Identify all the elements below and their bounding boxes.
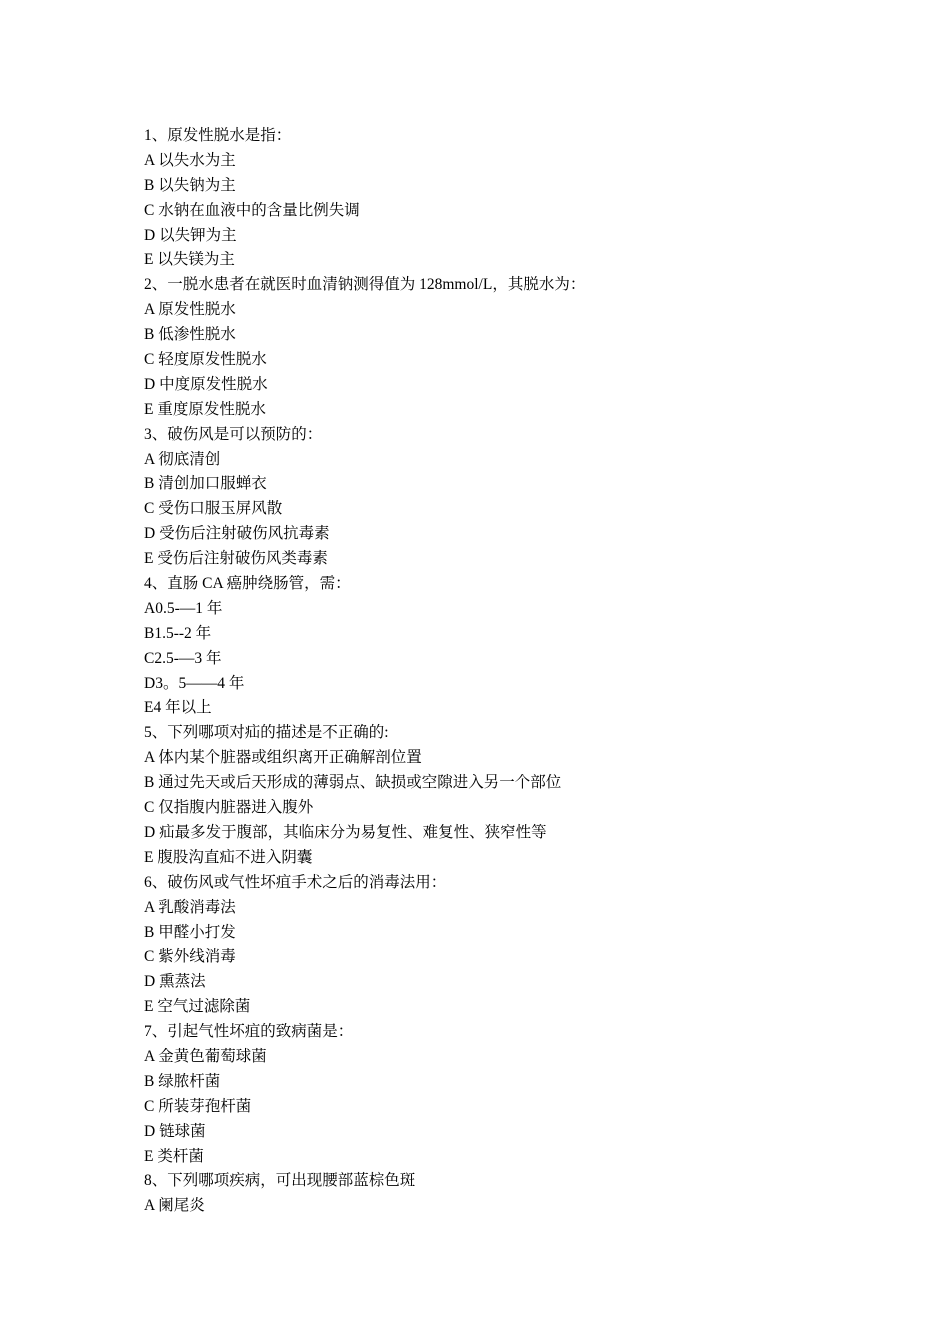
q1-option-b: B 以失钠为主 [144, 176, 236, 194]
q3-option-a: A 彻底清创 [144, 450, 221, 468]
q3-option-d: D 受伤后注射破伤风抗毒素 [144, 525, 330, 543]
q2-option-d: D 中度原发性脱水 [144, 375, 268, 393]
q8-option-a: A 阑尾炎 [144, 1197, 205, 1215]
q1-option-d: D 以失钾为主 [144, 226, 237, 244]
q6-option-e: E 空气过滤除菌 [144, 998, 251, 1016]
q7-option-b: B 绿脓杆菌 [144, 1072, 221, 1090]
q5-option-c: C 仅指腹内脏器进入腹外 [144, 799, 314, 817]
q1-option-c: C 水钠在血液中的含量比例失调 [144, 201, 360, 219]
q7-option-d: D 链球菌 [144, 1122, 206, 1140]
q5-option-b: B 通过先天或后天形成的薄弱点、缺损或空隙进入另一个部位 [144, 774, 562, 792]
q2-option-a: A 原发性脱水 [144, 301, 236, 319]
question-8: 8、下列哪项疾病，可出现腰部蓝棕色斑 [144, 1172, 416, 1190]
q5-option-d: D 疝最多发于腹部，其临床分为易复性、难复性、狭窄性等 [144, 823, 547, 841]
question-3: 3、破伤风是可以预防的： [144, 425, 323, 443]
q1-option-a: A 以失水为主 [144, 151, 236, 169]
q4-option-a: A0.5-—1 年 [144, 599, 223, 617]
q6-option-b: B 甲醛小打发 [144, 923, 236, 941]
question-5: 5、下列哪项对疝的描述是不正确的: [144, 724, 389, 742]
question-4: 4、直肠 CA 癌肿绕肠管，需： [144, 575, 351, 593]
q4-option-d: D3。5——4 年 [144, 674, 245, 692]
question-6: 6、破伤风或气性坏疽手术之后的消毒法用： [144, 873, 447, 891]
q3-option-b: B 清创加口服蝉衣 [144, 475, 267, 493]
question-list [144, 124, 844, 1219]
q3-option-c: C 受伤口服玉屏风散 [144, 500, 283, 518]
q7-option-c: C 所装芽孢杆菌 [144, 1097, 252, 1115]
q6-option-d: D 熏蒸法 [144, 973, 206, 991]
q4-option-b: B1.5--2 年 [144, 624, 212, 642]
q4-option-c: C2.5-—3 年 [144, 649, 222, 667]
q1-option-e: E 以失镁为主 [144, 251, 235, 269]
question-7: 7、引起气性坏疽的致病菌是： [144, 1023, 354, 1041]
q7-option-a: A 金黄色葡萄球菌 [144, 1047, 267, 1065]
question-2: 2、一脱水患者在就医时血清钠测得值为 128mmol/L，其脱水为： [144, 276, 586, 294]
q7-option-e: E 类杆菌 [144, 1147, 204, 1165]
q6-option-c: C 紫外线消毒 [144, 948, 236, 966]
q6-option-a: A 乳酸消毒法 [144, 898, 236, 916]
q2-option-e: E 重度原发性脱水 [144, 400, 266, 418]
q5-option-e: E 腹股沟直疝不进入阴囊 [144, 848, 313, 866]
q4-option-e: E4 年以上 [144, 699, 212, 717]
q5-option-a: A 体内某个脏器或组织离开正确解剖位置 [144, 749, 422, 767]
q3-option-e: E 受伤后注射破伤风类毒素 [144, 550, 328, 568]
q2-option-b: B 低渗性脱水 [144, 326, 236, 344]
question-1: 1、原发性脱水是指： [144, 127, 292, 144]
q2-option-c: C 轻度原发性脱水 [144, 351, 267, 369]
